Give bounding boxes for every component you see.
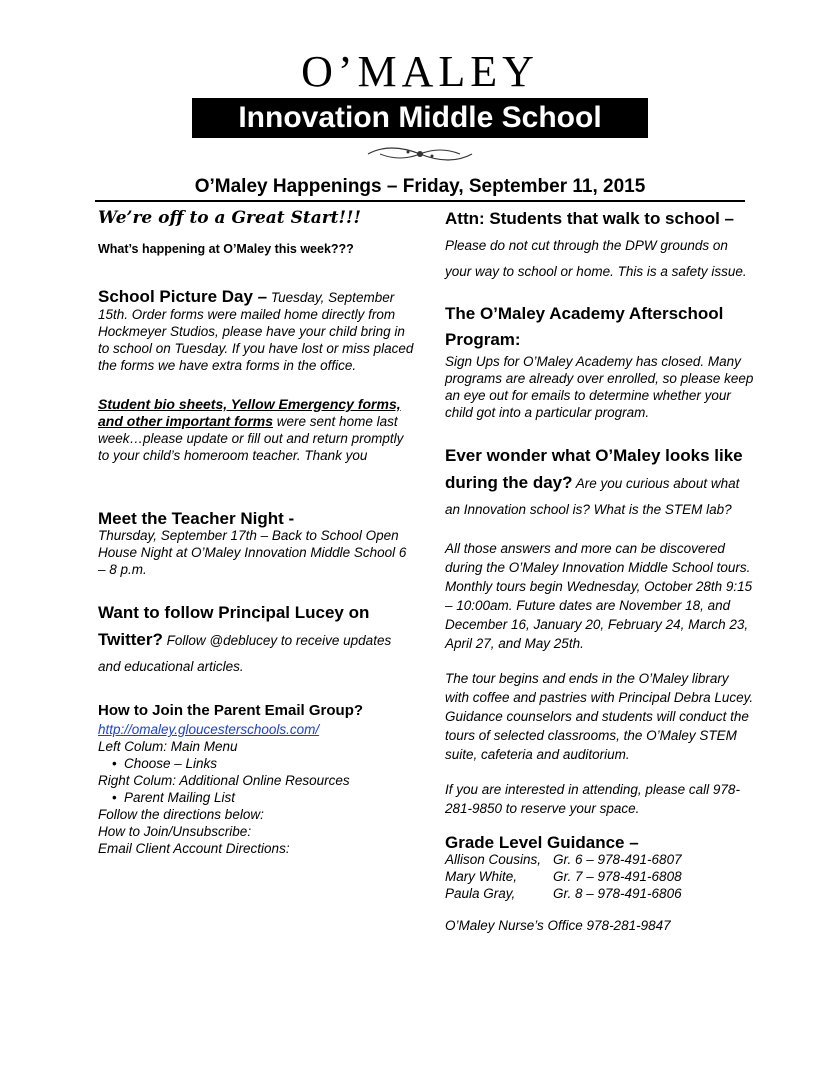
school-subtitle-banner: Innovation Middle School: [192, 98, 648, 138]
walkers-section: [445, 206, 755, 285]
email-group-steps: [98, 738, 416, 857]
wonder-text: Are you curious about what an Innovation school is? What is the STEM lab?: [445, 476, 740, 517]
tour-description: The tour begins and ends in the O’Maley library with coffee and pastries with Principal Debra Lucey. Guidance counselors and students will conduct the tours of selected classrooms, the O’Maley STEM suite, cafeteria and auditorium.: [445, 671, 754, 762]
intro-heading: What’s happening at O’Maley this week???: [98, 242, 354, 256]
issue-title: O’Maley Happenings – Friday, September 11, 2015: [194, 176, 646, 197]
bio-sheets-section: [98, 396, 416, 464]
email-step: Follow the directions below:: [98, 807, 264, 822]
wonder-section: [445, 443, 755, 523]
bio-sheets-text: were sent home last week…please update or fill out and return promptly to your child’s homeroom teacher. Thank you: [98, 414, 404, 463]
school-website-link[interactable]: http://omaley.gloucesterschools.com/: [98, 722, 320, 737]
contact-name: Mary White,: [445, 869, 518, 884]
email-group-heading: How to Join the Parent Email Group?: [98, 702, 364, 719]
walkers-text: Please do not cut through the DPW grounds on your way to school or home. This is a safety issue.: [445, 238, 747, 279]
bio-sheets-link[interactable]: Student bio sheets, Yellow Emergency forms, and other important forms: [98, 396, 401, 429]
teacher-night-text: Thursday, September 17th – Back to School Open House Night at O’Maley Innovation Middle School 6 – 8 p.m.: [98, 528, 407, 577]
right-column: [445, 206, 755, 951]
picture-day-heading: School Picture Day –: [98, 287, 268, 306]
contact-info: Gr. 7 – 978-491-6808: [553, 869, 682, 884]
twitter-heading: Want to follow Principal Lucey on Twitter?: [98, 603, 370, 649]
email-step-bullet: • Parent Mailing List: [98, 789, 416, 806]
tours-text: All those answers and more can be discovered during the O’Maley Innovation Middle School tours. Monthly tours begin Wednesday, October 28th 9:15 – 10:00am. Future dates are November 18, and December 16, January 20, February 24, March 23, April 27, and May 25th.: [445, 541, 753, 651]
guidance-contacts: [445, 851, 755, 902]
email-step: Email Client Account Directions:: [98, 841, 290, 856]
guidance-contact-row: [445, 885, 755, 902]
email-step: How to Join/Unsubscribe:: [98, 824, 252, 839]
contact-name: Paula Gray,: [445, 886, 516, 901]
teacher-night-section: [98, 510, 416, 578]
academy-text: Sign Ups for O’Maley Academy has closed. Many programs are already over enrolled, so please keep an eye out for emails to determine whether your child got into a particular program.: [445, 354, 754, 420]
masthead: [0, 47, 840, 168]
contact-info: Gr. 6 – 978-491-6807: [553, 852, 682, 867]
contact-name: Allison Cousins,: [445, 852, 542, 867]
walkers-heading: Attn: Students that walk to school –: [445, 209, 735, 228]
title-divider: [95, 200, 745, 202]
attend-text: If you are interested in attending, please call 978-281-9850 to reserve your space.: [445, 782, 740, 816]
guidance-section: [445, 834, 755, 935]
picture-day-section: [98, 288, 416, 374]
email-step: Right Colum: Additional Online Resources: [98, 773, 350, 788]
guidance-heading: Grade Level Guidance –: [445, 833, 639, 852]
contact-info: Gr. 8 – 978-491-6806: [553, 886, 682, 901]
guidance-contact-row: [445, 868, 755, 885]
twitter-section: [98, 600, 416, 680]
email-step: Left Colum: Main Menu: [98, 739, 238, 754]
email-group-section: [98, 702, 416, 857]
academy-section: [445, 301, 755, 421]
wonder-heading: Ever wonder what O’Maley looks like during the day?: [445, 446, 743, 492]
twitter-text: Follow @deblucey to receive updates and educational articles.: [98, 633, 392, 674]
teacher-night-heading: Meet the Teacher Night -: [98, 509, 295, 528]
left-column: [98, 206, 416, 857]
email-step-bullet: • Choose – Links: [98, 755, 416, 772]
guidance-contact-row: [445, 851, 755, 868]
picture-day-text: Tuesday, September 15th. Order forms were mailed home directly from Hockmeyer Studios, please have your child bring in to school on Tuesday. If you have lost or miss placed the forms we have extra forms in the office.: [98, 290, 414, 373]
tagline: We’re off to a Great Start!!!: [98, 208, 361, 228]
academy-heading: The O’Maley Academy Afterschool Program:: [445, 304, 724, 349]
school-name: O’MALEY: [301, 47, 539, 96]
flourish-ornament-icon: [0, 140, 840, 168]
nurse-office: O’Maley Nurse’s Office 978-281-9847: [445, 918, 671, 933]
